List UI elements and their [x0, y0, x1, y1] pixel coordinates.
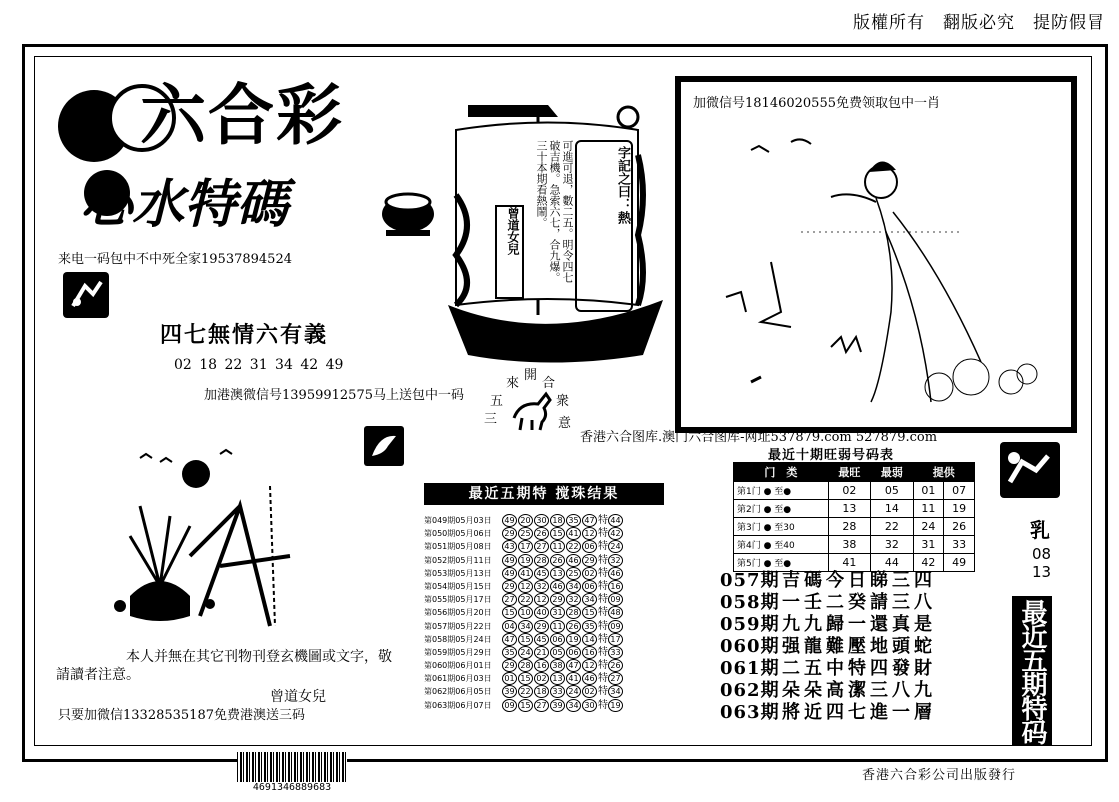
special-label: 特 [598, 528, 608, 540]
pot-icon [378, 180, 440, 238]
phone-ad: 来电一码包中不中死全家19537894524 [58, 252, 292, 267]
result-ball: 15 [518, 672, 533, 685]
table-cell-p2: 33 [944, 536, 975, 554]
poem-row [720, 592, 936, 614]
result-ball: 40 [534, 606, 549, 619]
result-ball: 19 [566, 633, 581, 646]
poem-row [720, 702, 936, 724]
publisher: 香港六合彩公司出版發行 [862, 768, 1017, 783]
side-code-top: 乳 [1030, 518, 1050, 542]
result-ball: 21 [534, 646, 549, 659]
goddess-drawing [681, 112, 1059, 412]
goddess-picture [675, 76, 1077, 433]
results-title: 最近五期特 搅珠结果 [424, 483, 664, 505]
result-ball: 30 [534, 514, 549, 527]
notice-signature: 曾道女兒 [270, 689, 326, 705]
result-ball: 29 [582, 554, 597, 567]
table-cell-cold: 32 [871, 536, 913, 554]
result-ball: 29 [502, 580, 517, 593]
barcode [237, 752, 347, 782]
special-label: 特 [598, 620, 608, 632]
result-ball: 22 [518, 593, 533, 606]
result-ball: 22 [566, 540, 581, 553]
result-period-label: 第061期06月03日 [424, 674, 492, 684]
result-row [424, 551, 664, 564]
result-ball: 46 [582, 672, 597, 685]
slogan: 四七無情六有義 [160, 322, 329, 348]
result-ball: 49 [502, 514, 517, 527]
poem-text: 强龍難壓地頭蛇 [782, 636, 936, 657]
result-ball: 24 [566, 685, 581, 698]
special-label: 特 [598, 515, 608, 526]
poem-period: 063期 [720, 702, 780, 723]
poem-period: 062期 [720, 680, 780, 701]
result-ball: 22 [518, 685, 533, 698]
special-label: 特 [598, 686, 608, 698]
result-row [424, 617, 664, 630]
side-vertical-title: 最近五期特码诗 [1012, 596, 1052, 746]
horse-word-1: 來 [506, 376, 520, 391]
result-ball: 29 [502, 527, 517, 540]
poem-text: 二五中特四發財 [782, 658, 936, 679]
result-ball: 04 [502, 620, 517, 633]
result-row [424, 603, 664, 619]
result-period-label: 第058期05月24日 [424, 634, 492, 644]
poem-row [720, 570, 936, 592]
result-ball: 26 [566, 620, 581, 633]
table-cell-hot: 41 [828, 554, 870, 572]
results-list [424, 511, 664, 709]
special-ball: 27 [608, 672, 623, 685]
result-row [424, 577, 664, 590]
poem-text: 一壬二癸請三八 [782, 592, 936, 613]
results-panel [424, 483, 664, 709]
result-period-label: 第056期05月20日 [424, 608, 492, 618]
table-header: 最旺 [828, 463, 870, 482]
special-ball: 16 [608, 580, 623, 593]
result-period-label: 第059期05月29日 [424, 647, 492, 657]
result-ball: 16 [582, 646, 597, 659]
result-ball: 01 [502, 672, 517, 685]
table-header: 门 类 [734, 463, 829, 482]
scroll-title: 字記之曰：熱 [615, 146, 630, 224]
result-ball: 35 [566, 514, 581, 527]
result-ball: 13 [550, 567, 565, 580]
horse-word-2: 開 [524, 368, 538, 383]
result-row [424, 643, 664, 656]
result-ball: 24 [518, 646, 533, 659]
special-ball: 44 [608, 514, 623, 527]
result-period-label: 第050期05月06日 [424, 529, 492, 539]
result-period-label: 第062期06月05日 [424, 687, 492, 697]
copyright-notice: 版權所有 翻版必究 提防假冒 [853, 13, 1105, 33]
result-period-label: 第052期05月11日 [424, 555, 492, 565]
special-label: 特 [598, 594, 608, 606]
result-ball: 34 [566, 580, 581, 593]
result-ball: 27 [502, 593, 517, 606]
result-ball: 05 [550, 646, 565, 659]
special-ball: 24 [608, 540, 623, 553]
result-ball: 18 [534, 685, 549, 698]
result-ball: 43 [502, 540, 517, 553]
result-ball: 25 [518, 527, 533, 540]
result-row [424, 630, 664, 643]
result-ball: 17 [518, 540, 533, 553]
logo-subtitle: 心水特碼 [80, 175, 289, 235]
result-ball: 47 [582, 514, 597, 527]
result-ball: 34 [566, 699, 581, 712]
right-hand-icon [1000, 442, 1060, 498]
poem-text: 將近四七進一層 [782, 702, 936, 723]
result-ball: 41 [518, 567, 533, 580]
poem-text: 朵朵高潔三八九 [782, 680, 936, 701]
result-ball: 29 [502, 659, 517, 672]
special-ball: 46 [608, 567, 623, 580]
notice-text: 本人并無在其它刊物刊登玄機圖或文字，敬請讀者注意。 [56, 649, 392, 683]
poem-period: 057期 [720, 570, 780, 591]
result-ball: 31 [550, 606, 565, 619]
result-ball: 12 [582, 659, 597, 672]
result-row [424, 524, 664, 540]
result-ball: 39 [550, 699, 565, 712]
table-cell-gate: 第2门 ● 至● [734, 500, 829, 518]
table-header: 最弱 [871, 463, 913, 482]
result-ball: 20 [518, 514, 533, 527]
result-ball: 02 [582, 685, 597, 698]
table-cell-gate: 第5门 ● 至● [734, 554, 829, 572]
side-code-1: 08 [1032, 545, 1052, 563]
logo-title: 六合彩 [140, 77, 344, 154]
table-row [734, 554, 975, 572]
result-ball: 47 [502, 633, 517, 646]
poem-row [720, 658, 936, 680]
result-ball: 09 [502, 699, 517, 712]
result-row [424, 537, 664, 553]
result-ball: 12 [518, 580, 533, 593]
table-cell-cold: 22 [871, 518, 913, 536]
table-cell-hot: 38 [828, 536, 870, 554]
poem-text: 九九歸一還真是 [782, 614, 936, 635]
notice-wechat-ad: 只要加微信13328535187免费港澳送三码 [58, 708, 305, 723]
special-ball: 19 [608, 699, 623, 712]
result-ball: 26 [534, 527, 549, 540]
special-ball: 34 [608, 685, 623, 698]
result-ball: 02 [582, 567, 597, 580]
special-label: 特 [598, 673, 608, 685]
special-ball: 26 [608, 659, 623, 672]
result-ball: 11 [550, 620, 565, 633]
table-cell-hot: 13 [828, 500, 870, 518]
result-period-label: 第051期05月08日 [424, 542, 492, 552]
result-ball: 45 [534, 633, 549, 646]
result-ball: 19 [518, 554, 533, 567]
horse-word-5: 意 [558, 416, 572, 431]
table-cell-p2: 07 [944, 482, 975, 500]
result-ball: 41 [566, 527, 581, 540]
result-row [424, 590, 664, 606]
table-row [734, 500, 975, 518]
lucky-numbers: 02 18 22 31 34 42 49 [174, 357, 344, 373]
table-cell-p1: 01 [913, 482, 944, 500]
result-ball: 45 [534, 567, 549, 580]
result-ball: 29 [550, 593, 565, 606]
result-ball: 16 [534, 659, 549, 672]
special-label: 特 [598, 646, 608, 658]
horse-icon [510, 388, 554, 432]
table-cell-gate: 第3门 ● 至30 [734, 518, 829, 536]
result-ball: 33 [550, 685, 565, 698]
result-row [424, 656, 664, 672]
poem-row [720, 636, 936, 658]
special-ball: 17 [608, 633, 623, 646]
poem-period: 058期 [720, 592, 780, 613]
result-ball: 38 [550, 659, 565, 672]
result-ball: 25 [566, 567, 581, 580]
result-row [424, 682, 664, 698]
result-ball: 15 [502, 606, 517, 619]
result-ball: 12 [534, 593, 549, 606]
picture-wechat-ad: 加微信号18146020555免费领取包中一肖 [693, 96, 940, 111]
result-ball: 06 [582, 540, 597, 553]
result-ball: 15 [518, 699, 533, 712]
special-ball: 48 [608, 606, 623, 619]
result-ball: 06 [550, 633, 565, 646]
barcode-number: 4691346889683 [237, 782, 347, 793]
hot-cold-table-wrap [733, 462, 975, 572]
table-cell-p1: 31 [913, 536, 944, 554]
special-label: 特 [598, 699, 608, 711]
result-ball: 29 [534, 620, 549, 633]
result-ball: 28 [534, 554, 549, 567]
table-row [734, 518, 975, 536]
special-label: 特 [598, 567, 608, 579]
wechat-ad-hk: 加港澳微信号13959912575马上送包中一码 [204, 388, 464, 403]
table-cell-p2: 19 [944, 500, 975, 518]
result-ball: 28 [518, 659, 533, 672]
poem-text: 吉碼今日睇三四 [782, 570, 936, 591]
result-ball: 49 [502, 554, 517, 567]
table-cell-gate: 第1门 ● 至● [734, 482, 829, 500]
result-period-label: 第053期05月13日 [424, 568, 492, 578]
result-row [424, 511, 664, 524]
hot-cold-table [733, 462, 975, 572]
table-cell-cold: 44 [871, 554, 913, 572]
result-ball: 06 [582, 580, 597, 593]
result-ball: 27 [534, 540, 549, 553]
result-ball: 47 [566, 659, 581, 672]
horse-word-4: 五 [490, 394, 504, 409]
special-label: 特 [598, 554, 608, 566]
table-cell-p1: 24 [913, 518, 944, 536]
table-cell-p1: 11 [913, 500, 944, 518]
result-ball: 49 [502, 567, 517, 580]
result-ball: 11 [550, 540, 565, 553]
special-ball: 42 [608, 527, 623, 540]
result-row [424, 564, 664, 577]
result-ball: 10 [518, 606, 533, 619]
special-ball: 09 [608, 620, 623, 633]
result-period-label: 第063期06月07日 [424, 700, 492, 710]
special-ball: 09 [608, 593, 623, 606]
poem-period: 059期 [720, 614, 780, 635]
result-ball: 32 [534, 580, 549, 593]
special-label: 特 [598, 633, 608, 645]
table-header: 提供 [913, 463, 974, 482]
horse-word-7: 衆 [556, 394, 570, 409]
table-cell-p2: 49 [944, 554, 975, 572]
special-label: 特 [598, 580, 608, 592]
table-cell-hot: 02 [828, 482, 870, 500]
horse-word-3: 合 [542, 376, 556, 391]
result-ball: 06 [566, 646, 581, 659]
result-ball: 28 [566, 606, 581, 619]
poem-row [720, 680, 936, 702]
ship-author: 曾道女兒 [495, 205, 524, 299]
result-row [424, 696, 664, 709]
result-ball: 26 [550, 554, 565, 567]
result-ball: 02 [534, 672, 549, 685]
result-ball: 41 [566, 672, 581, 685]
result-period-label: 第055期05月17日 [424, 595, 492, 605]
horse-emblem [480, 362, 580, 434]
special-label: 特 [598, 607, 608, 619]
result-ball: 32 [566, 593, 581, 606]
poem-period: 061期 [720, 658, 780, 679]
hot-cold-title: 最近十期旺弱号码表 [768, 448, 895, 463]
result-ball: 35 [582, 620, 597, 633]
special-ball: 33 [608, 646, 623, 659]
poem-row [720, 614, 936, 636]
result-ball: 27 [534, 699, 549, 712]
poem-period: 060期 [720, 636, 780, 657]
special-ball: 32 [608, 554, 623, 567]
scroll-body: 可進可退，數二五。明令四七破吉機。急索六七，合九爆。三十本期看熱鬧。 [535, 140, 574, 283]
result-ball: 15 [550, 527, 565, 540]
result-ball: 15 [518, 633, 533, 646]
result-ball: 15 [582, 606, 597, 619]
result-ball: 12 [582, 527, 597, 540]
poem-list [720, 570, 936, 724]
ship-scroll [575, 140, 633, 312]
table-row [734, 536, 975, 554]
table-row [734, 482, 975, 500]
side-code-2: 13 [1032, 563, 1052, 581]
table-cell-hot: 28 [828, 518, 870, 536]
result-ball: 34 [582, 593, 597, 606]
table-cell-cold: 05 [871, 482, 913, 500]
special-label: 特 [598, 660, 608, 672]
horse-word-6: 三 [484, 412, 498, 427]
table-cell-cold: 14 [871, 500, 913, 518]
result-period-label: 第060期06月01日 [424, 661, 492, 671]
result-row [424, 669, 664, 685]
result-ball: 14 [582, 633, 597, 646]
result-ball: 34 [518, 620, 533, 633]
site-line: 香港六合图库.澳门六合图库-网址537879.com 527879.com [580, 430, 938, 445]
result-ball: 18 [550, 514, 565, 527]
table-cell-gate: 第4门 ● 至40 [734, 536, 829, 554]
result-ball: 46 [550, 580, 565, 593]
result-period-label: 第054期05月15日 [424, 581, 492, 591]
result-ball: 13 [550, 672, 565, 685]
plant-illustration [100, 446, 400, 636]
result-ball: 39 [502, 685, 517, 698]
result-ball: 30 [582, 699, 597, 712]
result-ball: 35 [502, 646, 517, 659]
result-period-label: 第057期05月22日 [424, 621, 492, 631]
table-cell-p1: 42 [913, 554, 944, 572]
special-label: 特 [598, 541, 608, 553]
fortune-icon [63, 272, 109, 318]
result-ball: 46 [566, 554, 581, 567]
table-cell-p2: 26 [944, 518, 975, 536]
result-period-label: 第049期05月03日 [424, 516, 492, 525]
